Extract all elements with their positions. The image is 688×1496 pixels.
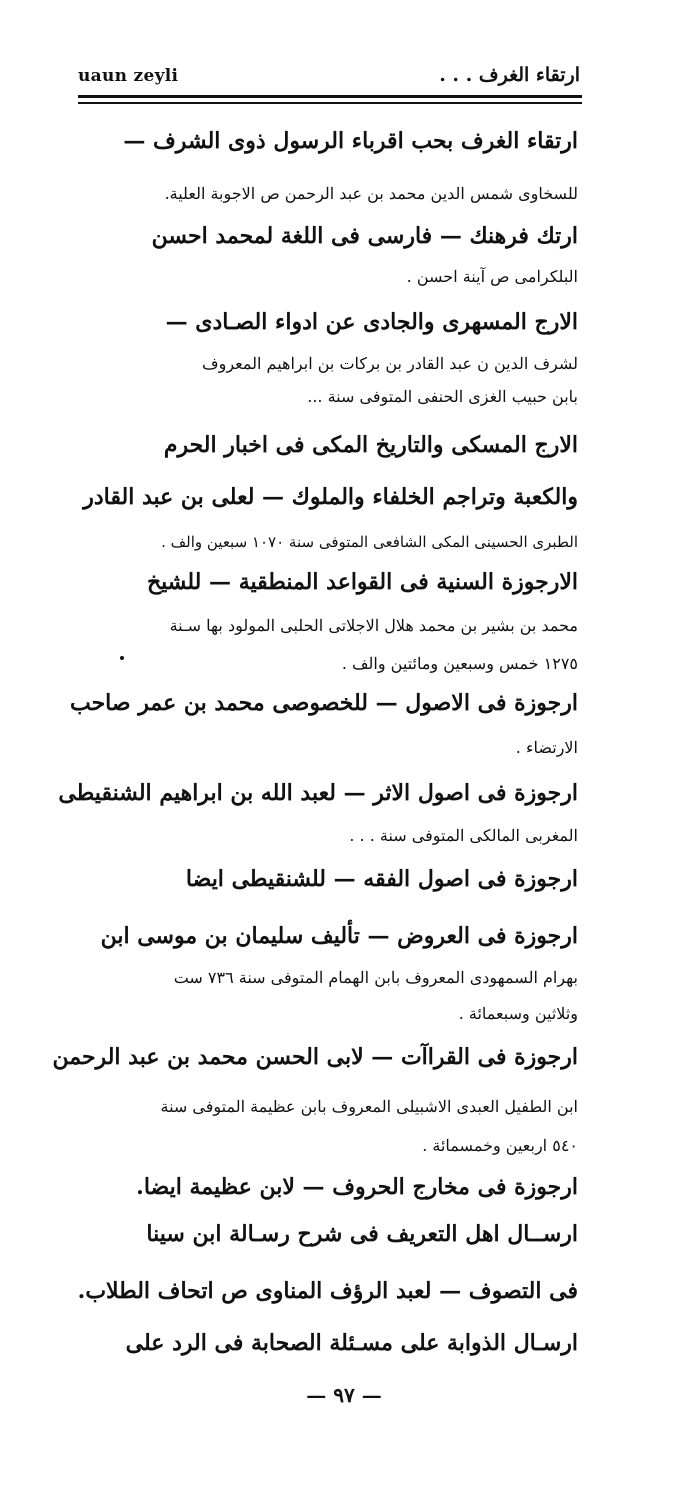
entry-title: ارســال اهل التعريف فى شرح رسـالة ابن سينا [146,1221,578,1247]
stray-dot [120,656,124,660]
entry-title: ارجوزة فى اصول الفقه — للشنقيطى ايضا [185,866,578,892]
entry-text: ابن الطفيل العبدى الاشبيلى المعروف بابن عظيمة المتوفى سنة [160,1097,578,1116]
entry-text: الارتضاء . [515,738,578,757]
entry-title: الارج المسهرى والجادى عن ادواء الصـادى — [165,309,578,335]
entry-title: فى التصوف — لعبد الرؤف المناوى ص اتحاف الطلاب. [77,1278,578,1304]
entry-text: للسخاوى شمس الدين محمد بن عبد الرحمن ص الاجوبة العلية. [164,184,578,203]
entry-title: ارجوزة فى الاصول — للخصوصى محمد بن عمر صاحب [69,690,578,716]
entry-title: الارج المسكى والتاريخ المكى فى اخبار الحرم [163,432,578,458]
entry-text: ٥٤٠ اربعين وخمسمائة . [422,1136,578,1155]
page-number: — ٩٧ — [306,1383,382,1407]
entry-text: لشرف الدين ن عبد القادر بن بركات بن ابراهيم المعروف [202,354,578,373]
entry-title: ارسـال الذوابة على مسـئلة الصحابة فى الرد على [125,1330,578,1356]
entry-text: بابن حبيب الغزى الحنفى المتوفى سنة ... [307,387,578,406]
entry-title: ارجوزة فى اصول الاثر — لعبد الله بن ابراهيم الشنقيطى [58,780,578,806]
entry-title: ارجوزة فى مخارج الحروف — لابن عظيمة ايضا. [136,1174,578,1200]
header-rule-thick [78,95,582,98]
entry-title: ارتقاء الغرف بحب اقرباء الرسول ذوى الشرف — [123,128,578,154]
entry-text: محمد بن بشير بن محمد هلال الاجلاتى الحلبى المولود بها سـنة [169,616,578,635]
entry-text: بهرام السمهودى المعروف بابن الهمام المتوفى سنة ٧٣٦ ست [173,968,578,987]
header-rule-thin [78,102,582,104]
entry-text: الطبرى الحسينى المكى الشافعى المتوفى سنة ١٠٧٠ سبعين والف . [161,533,578,551]
entry-text: البلكرامى ص آينة احسن . [406,267,578,286]
entry-text: وثلاثين وسبعمائة . [458,1004,578,1023]
running-header-title: ارتقاء الغرف . . . [439,64,580,86]
entry-title: والكعبة وتراجم الخلفاء والملوك — لعلى بن عبد القادر [83,484,578,510]
entry-title: ارجوزة فى القراآت — لابى الحسن محمد بن عبد الرحمن [52,1044,578,1070]
entry-title: ارتك فرهنك — فارسى فى اللغة لمحمد احسن [151,223,578,249]
entry-title: الارجوزة السنية فى القواعد المنطقية — للشيخ [146,569,578,595]
entry-text: ١٢٧٥ خمس وسبعين ومائتين والف . [341,654,578,673]
entry-title: ارجوزة فى العروض — تأليف سليمان بن موسى ابن [100,923,578,949]
running-header-left: uaun zeyli [78,66,179,86]
entry-text: المغربى المالكى المتوفى سنة . . . [349,826,578,845]
